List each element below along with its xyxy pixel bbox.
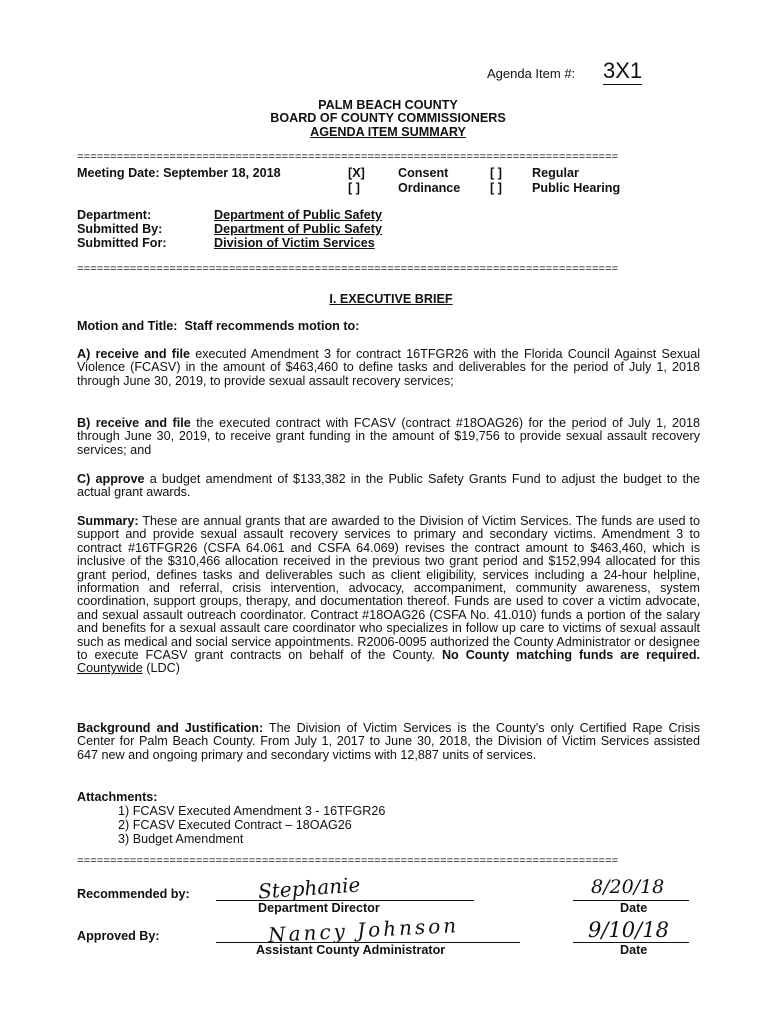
motion-label: Motion and Title: [77,319,178,333]
department-value: Department of Public Safety [214,208,382,222]
background-text: The Division of Victim Services is the County's only Certified Rape Crisis Center for Palm Beach County. From July 1, 2017 to June 30, 2018, the Division of Victim Services assisted 647 new and ongoing primary and secondary victims with 12,887 units of services. [77,721,700,762]
attachments-label: Attachments: [77,790,158,804]
approved-by-label: Approved By: [77,929,160,943]
board-name: BOARD OF COUNTY COMMISSIONERS [270,111,506,125]
summary-label: Summary: [77,514,139,528]
motion-item-c [77,473,700,500]
item-c-action: C) approve [77,472,145,486]
summary-paragraph [77,515,700,676]
item-c-text: a budget amendment of $133,382 in the Public Safety Grants Fund to adjust the budget to the actual grant awards. [77,472,701,500]
divider-rule-1: ================================================================================== [77,152,619,164]
item-a-text: executed Amendment 3 for contract 16TFGR26 with the Florida Council Against Sexual Violence (FCASV) in the amount of $463,460 to define tasks and deliverables for the period of July 1, 2018 through June 30, 2019, to provide sexual assault recovery services; [77,347,701,388]
ordinance-checkbox: [ ] [348,181,360,195]
regular-checkbox: [ ] [490,166,502,180]
summary-text: These are annual grants that are awarded to the Division of Victim Services. The funds are used to support and provide sexual assault recovery services to primary and secondary victims. Amendment 3 to contract #16TFGR26 (CSFA 64.061 and CSFA 64.069) revises the contract amount to $463,460, which is inclusive of the $310,466 allocation received in the previous two grant period and $152,994 allocated for this grant period, defines tasks and deliverables such as client eligibility, services including a 24-hour helpline, information and referral, crisis intervention, advocacy, accompaniment, community awareness, system coordination, support groups, therapy, and documentation thereof. Funds are used to cover a victim advocate, and sexual assault outreach coordinator. Contract #18OAG26 (CSFA No. 41.010) funds a portion of the salary and benefits for a sexual assault care coordinator who specializes in follow up care to victims of sexual assault such as medical and social service appointments. R2006-0095 authorized the County Administrator or designee to execute FCASV grant contracts on behalf of the County. [77,514,700,663]
meeting-date: Meeting Date: September 18, 2018 [77,166,281,180]
divider-rule-2: ================================================================================== [77,264,619,276]
submitted-by-value: Department of Public Safety [214,222,382,236]
director-date-label: Date [620,901,648,915]
motion-item-a [77,348,700,388]
background-paragraph [77,722,700,762]
regular-label: Regular [532,166,579,180]
hearing-checkbox: [ ] [490,181,502,195]
recommended-by-label: Recommended by: [77,887,190,901]
background-label: Background and Justification: [77,721,264,735]
consent-label: Consent [398,166,449,180]
hearing-label: Public Hearing [532,181,621,195]
administrator-title: Assistant County Administrator [256,943,446,957]
consent-checkbox: [X] [348,166,365,180]
agenda-item-number: 3X1 [603,58,643,83]
attachment-3: 3) Budget Amendment [118,832,244,846]
attachment-1: 1) FCASV Executed Amendment 3 - 16TFGR26 [118,804,386,818]
administrator-date-label: Date [620,943,648,957]
motion-item-b [77,417,700,457]
attachment-2: 2) FCASV Executed Contract – 18OAG26 [118,818,352,832]
item-a-action: A) receive and file [77,347,190,361]
countywide-label: Countywide [77,661,143,676]
director-date: 8/20/18 [591,876,665,898]
county-name: PALM BEACH COUNTY [318,98,458,112]
item-b-action: B) receive and file [77,416,191,430]
submitted-by-label: Submitted By: [77,222,163,236]
motion-text: Staff recommends motion to: [184,319,360,333]
ldc-label: (LDC) [142,661,180,676]
section-title-text: I. EXECUTIVE BRIEF [329,292,453,306]
divider-rule-3: ================================================================================== [77,856,619,868]
item-b-text: the executed contract with FCASV (contract #18OAG26) for the period of July 1, 2018 through June 30, 2019, to receive grant funding in the amount of $19,756 to provide sexual assault recovery services; and [77,416,700,457]
ordinance-label: Ordinance [398,181,461,195]
doc-title [0,126,770,139]
department-label: Department: [77,208,152,222]
administrator-signature: Nancy Johnson [267,913,460,947]
director-title: Department Director [258,901,380,915]
submitted-for-value: Division of Victim Services [214,236,375,250]
submitted-for-label: Submitted For: [77,236,167,250]
motion-title [77,320,359,333]
director-signature: Stephanie [257,872,362,904]
agenda-item-label: Agenda Item #: [487,66,576,81]
doc-title-text: AGENDA ITEM SUMMARY [310,125,466,139]
summary-bold-end: No County matching funds are required. [441,648,701,663]
administrator-date: 9/10/18 [588,918,669,942]
section-title [0,293,770,306]
